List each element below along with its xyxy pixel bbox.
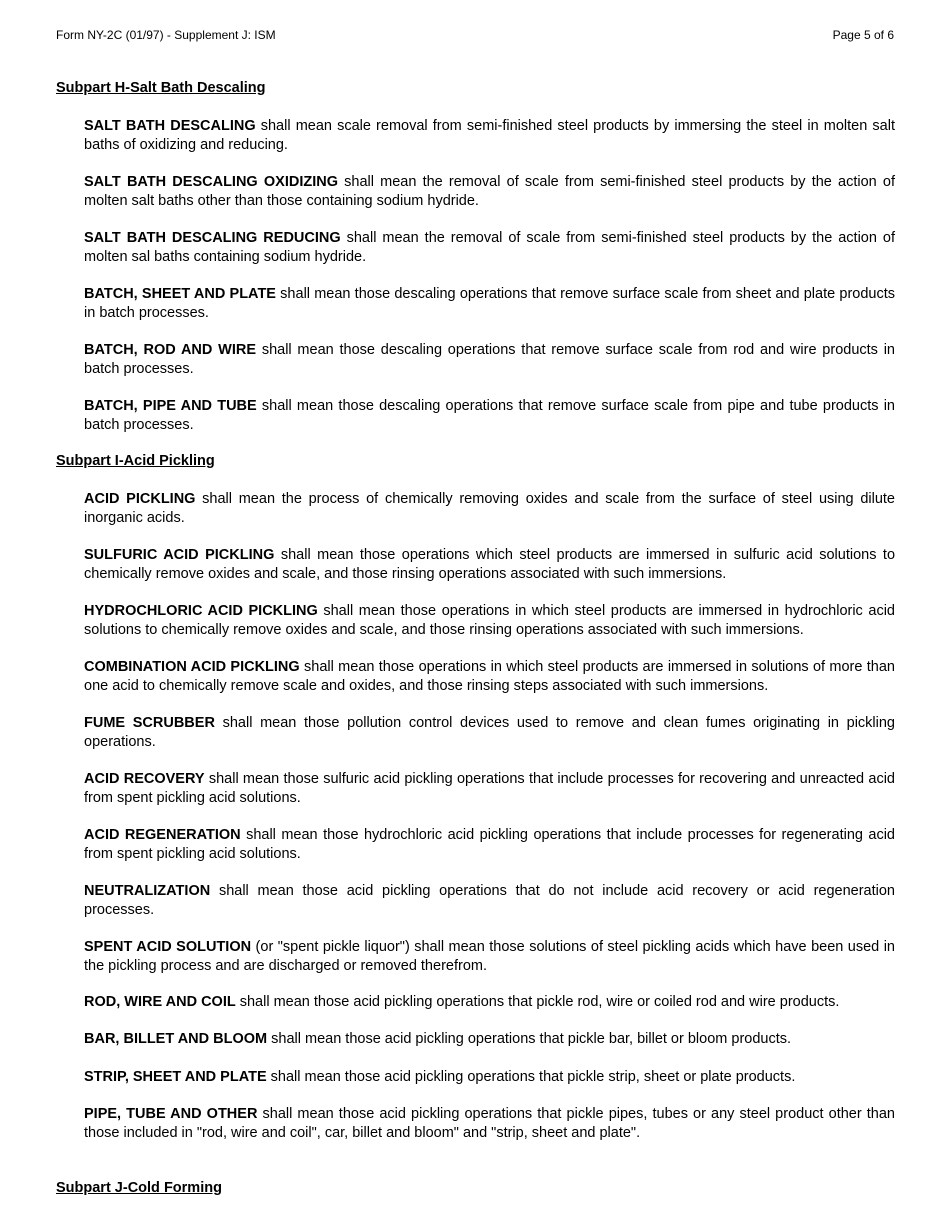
definition-batch-sheet-and-plate xyxy=(84,285,895,323)
definition-acid-recovery xyxy=(84,770,895,808)
definition-batch-pipe-and-tube xyxy=(84,397,895,435)
definition-term: ROD, WIRE AND COIL xyxy=(84,994,236,1010)
definition-fume-scrubber xyxy=(84,714,895,752)
form-label: Form NY-2C (01/97) - Supplement J: ISM xyxy=(56,28,276,42)
definition-text: shall mean those pollution control devices used to remove and clean fumes originating in pickling operations. xyxy=(84,715,895,750)
definition-term: NEUTRALIZATION xyxy=(84,883,211,899)
definition-term: BATCH, ROD AND WIRE xyxy=(84,342,257,358)
definition-bar-billet-and-bloom xyxy=(84,1030,895,1049)
definition-salt-bath-descaling-reducing xyxy=(84,229,895,267)
definition-term: BAR, BILLET AND BLOOM xyxy=(84,1031,268,1047)
page-number: Page 5 of 6 xyxy=(832,28,894,42)
section-heading-acid-pickling: Subpart I-Acid Pickling xyxy=(56,453,215,469)
definition-acid-regeneration xyxy=(84,826,895,864)
definition-term: FUME SCRUBBER xyxy=(84,715,215,731)
definition-term: ACID RECOVERY xyxy=(84,771,205,787)
definition-text: shall mean those descaling operations that remove surface scale from pipe and tube products in batch processes. xyxy=(84,398,895,433)
definition-text: shall mean the removal of scale from semi-finished steel products by the action of molten salt baths other than those containing sodium hydride. xyxy=(84,174,895,209)
definition-text: shall mean those acid pickling operations that pickle strip, sheet or plate products. xyxy=(266,1069,796,1085)
definition-hydrochloric-acid-pickling xyxy=(84,602,895,640)
definition-sulfuric-acid-pickling xyxy=(84,546,895,584)
definition-text: shall mean the process of chemically removing oxides and scale from the surface of steel using dilute inorganic acids. xyxy=(84,491,895,526)
definition-term: ACID REGENERATION xyxy=(84,827,241,843)
definition-text: shall mean those sulfuric acid pickling operations that include processes for recovering and unreacted acid from spent pickling acid solutions. xyxy=(84,771,896,806)
definition-text: shall mean those acid pickling operations that pickle bar, billet or bloom products. xyxy=(267,1031,792,1047)
definition-acid-pickling xyxy=(84,490,895,528)
definition-salt-bath-descaling xyxy=(84,117,895,155)
definition-term: SULFURIC ACID PICKLING xyxy=(84,547,275,563)
definition-term: SALT BATH DESCALING xyxy=(84,118,256,134)
definition-text: shall mean those hydrochloric acid pickling operations that include processes for regenerating acid from spent pickling acid solutions. xyxy=(84,827,895,862)
definition-text: shall mean those acid pickling operations that pickle rod, wire or coiled rod and wire products. xyxy=(235,994,840,1010)
definition-term: PIPE, TUBE AND OTHER xyxy=(84,1106,258,1122)
definition-text: shall mean scale removal from semi-finished steel products by immersing the steel in molten salt baths of oxidizing and reducing. xyxy=(84,118,895,153)
definition-term: SALT BATH DESCALING OXIDIZING xyxy=(84,174,338,190)
definition-text: shall mean those operations which steel products are immersed in sulfuric acid solutions to chemically remove oxides and scale, and those rinsing operations associated with such immersions. xyxy=(84,547,896,582)
definition-term: SALT BATH DESCALING REDUCING xyxy=(84,230,341,246)
definition-term: HYDROCHLORIC ACID PICKLING xyxy=(84,603,318,619)
definition-neutralization xyxy=(84,882,895,920)
definition-text: shall mean those descaling operations that remove surface scale from sheet and plate products in batch processes. xyxy=(84,286,896,321)
definition-combination-acid-pickling xyxy=(84,658,895,696)
definition-salt-bath-descaling-oxidizing xyxy=(84,173,895,211)
definition-term: ACID PICKLING xyxy=(84,491,196,507)
definition-text: shall mean those acid pickling operations that do not include acid recovery or acid regeneration processes. xyxy=(84,883,895,918)
definition-text: shall mean those operations in which steel products are immersed in hydrochloric acid solutions to chemically remove oxides and scale, and those rinsing operations associated with such immersions. xyxy=(84,603,895,638)
section-heading-salt-bath-descaling: Subpart H-Salt Bath Descaling xyxy=(56,80,266,96)
definition-term: BATCH, PIPE AND TUBE xyxy=(84,398,257,414)
definition-text: (or "spent pickle liquor") shall mean those solutions of steel pickling acids which have been used in the pickling process and are discharged or removed therefrom. xyxy=(84,939,895,974)
definition-pipe-tube-and-other xyxy=(84,1105,895,1143)
definition-rod-wire-and-coil xyxy=(84,993,895,1012)
definition-term: BATCH, SHEET AND PLATE xyxy=(84,286,276,302)
definition-text: shall mean those operations in which steel products are immersed in solutions of more than one acid to chemically remove scale and oxides, and those rinsing steps associated with such immersions. xyxy=(84,659,895,694)
definition-term: COMBINATION ACID PICKLING xyxy=(84,659,300,675)
definition-strip-sheet-and-plate xyxy=(84,1068,895,1087)
definition-text: shall mean the removal of scale from semi-finished steel products by the action of molten sal baths containing sodium hydride. xyxy=(84,230,895,265)
definition-term: STRIP, SHEET AND PLATE xyxy=(84,1069,267,1085)
definition-term: SPENT ACID SOLUTION xyxy=(84,939,252,955)
definition-text: shall mean those descaling operations that remove surface scale from rod and wire products in batch processes. xyxy=(84,342,895,377)
definition-spent-acid-solution xyxy=(84,938,895,976)
definition-text: shall mean those acid pickling operations that pickle pipes, tubes or any steel product other than those included in "rod, wire and coil", car, billet and bloom" and "strip, sheet and plate". xyxy=(84,1106,895,1141)
definition-batch-rod-and-wire xyxy=(84,341,895,379)
section-heading-cold-forming: Subpart J-Cold Forming xyxy=(56,1180,222,1196)
